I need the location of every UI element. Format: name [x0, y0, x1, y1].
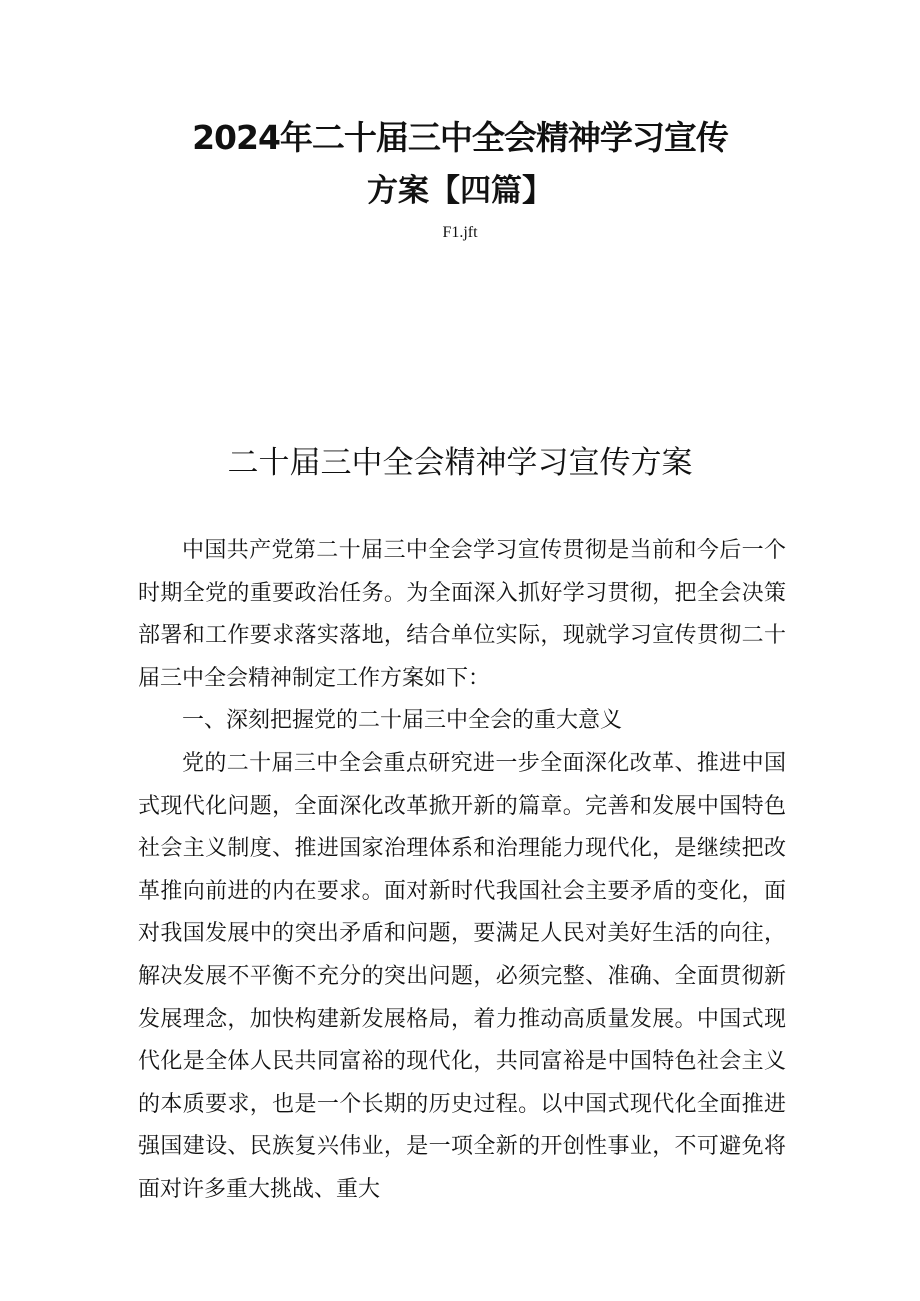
document-title-line-2: 方案【四篇】 — [367, 173, 553, 209]
document-body — [138, 530, 786, 1212]
paragraph-intro: 中国共产党第二十届三中全会学习宣传贯彻是当前和今后一个时期全党的重要政治任务。为全面深入抓好学习贯彻，把全会决策部署和工作要求落实落地，结合单位实际，现就学习宣传贯彻二十届三中全会精神制定工作方案如下： — [138, 538, 786, 691]
document-code: F1.jft — [442, 224, 478, 241]
document-title-line-1: 2024年二十届三中全会精神学习宣传 — [192, 118, 728, 157]
paragraph-heading-1: 一、深刻把握党的二十届三中全会的重大意义 — [182, 708, 623, 734]
section-title: 二十届三中全会精神学习宣传方案 — [227, 445, 693, 481]
paragraph-significance: 党的二十届三中全会重点研究进一步全面深化改革、推进中国式现代化问题，全面深化改革掀开新的篇章。完善和发展中国特色社会主义制度、推进国家治理体系和治理能力现代化，是继续把改革推向前进的内在要求。面对新时代我国社会主要矛盾的变化，面对我国发展中的突出矛盾和问题，要满足人民对美好生活的向往，解决发展不平衡不充分的突出问题，必须完整、准确、全面贯彻新发展理念，加快构建新发展格局，着力推动高质量发展。中国式现代化是全体人民共同富裕的现代化，共同富裕是中国特色社会主义的本质要求，也是一个长期的历史过程。以中国式现代化全面推进强国建设、民族复兴伟业，是一项全新的开创性事业，不可避免将面对许多重大挑战、重大 — [138, 750, 786, 1202]
